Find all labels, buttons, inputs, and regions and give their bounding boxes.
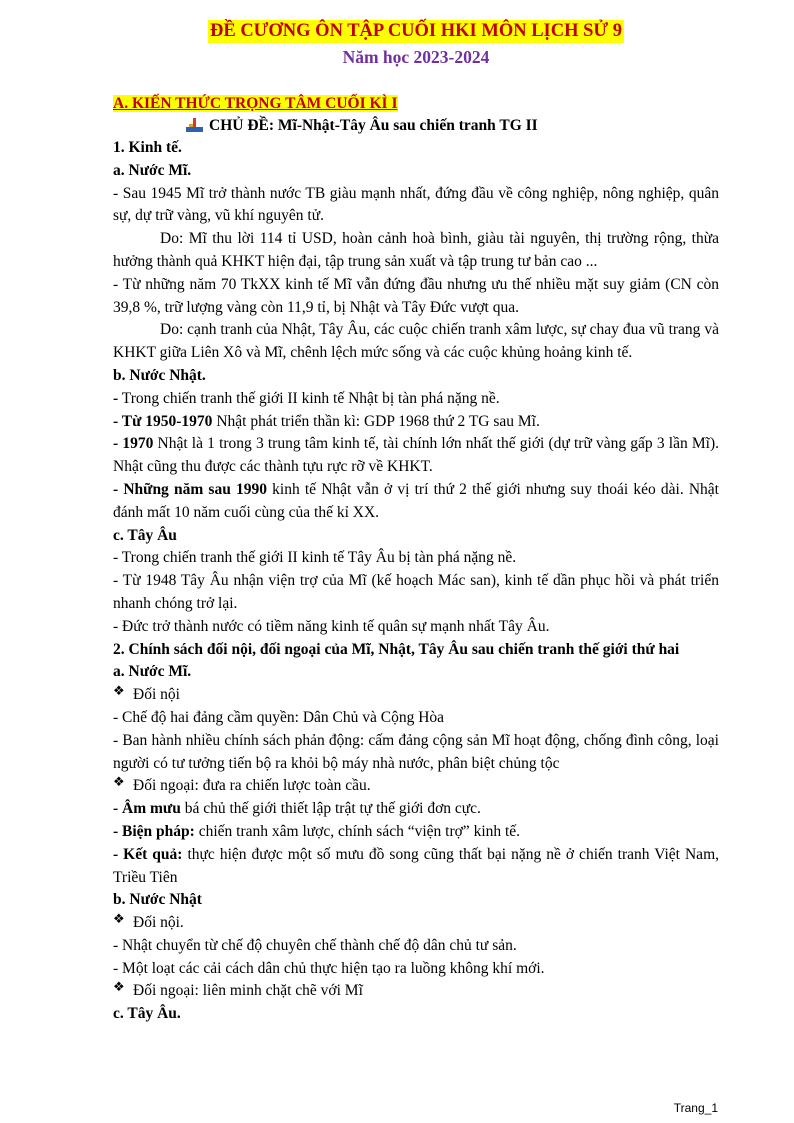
bullet-item [113, 980, 719, 1003]
heading-western-europe-policy: c. Tây Âu. [113, 1005, 181, 1023]
paragraph [113, 821, 719, 844]
school-year: Năm học 2023-2024 [342, 47, 490, 67]
section-a-text: A. KIẾN THỨC TRỌNG TÂM CUỐI KÌ I [113, 95, 398, 112]
heading-usa-policy: a. Nước Mĩ. [113, 663, 192, 681]
paragraph: Do: cạnh tranh của Nhật, Tây Âu, các cuộc chiến tranh xâm lược, sự chay đua vũ trang và KHKT giữa Liên Xô và Mĩ, chênh lệch mức sống và các cuộc khủng hoảng kinh tế. [113, 321, 719, 362]
bold-lead: - Từ 1950-1970 [113, 412, 213, 430]
paragraph [113, 411, 719, 434]
paragraph: Do: Mĩ thu lời 114 tỉ USD, hoàn cảnh hoà bình, giàu tài nguyên, thị trường rộng, thừa hưởng thành quả KHKT hiện đại, tập trung sản xuất và tập trung tư bản cao ... [113, 230, 719, 270]
page-number: Trang_1 [673, 1101, 718, 1115]
paragraph: - Đức trở thành nước có tiềm năng kinh tế quân sự mạnh nhất Tây Âu. [113, 617, 550, 635]
bold-lead: - Kết quả: [113, 845, 183, 863]
document-title: ĐỀ CƯƠNG ÔN TẬP CUỐI HKI MÔN LỊCH SỬ 9 [210, 21, 622, 41]
paragraph-text: Trong chiến tranh thế giới II kinh tế Nhật bị tàn phá nặng nề. [118, 389, 500, 407]
bullet-item [113, 684, 719, 707]
title-wrap [113, 20, 719, 43]
document-page [113, 20, 719, 1026]
heading-japan-policy: b. Nước Nhật [113, 891, 202, 909]
heading-western-europe: c. Tây Âu [113, 526, 177, 544]
paragraph: - Một loạt các cải cách dân chủ thực hiện tạo ra luồng không khí mới. [113, 959, 545, 977]
diamond-bullet-icon: ❖ [113, 684, 125, 700]
bullet-text: Đối ngoại: liên minh chặt chẽ với Mĩ [133, 982, 363, 1000]
bold-lead: - Biện pháp: [113, 822, 195, 840]
heading-policies: 2. Chính sách đối nội, đối ngoại của Mĩ, Nhật, Tây Âu sau chiến tranh thế giới thứ hai [113, 640, 680, 658]
bullet-item [113, 912, 719, 935]
diamond-bullet-icon: ❖ [113, 980, 125, 996]
heading-usa: a. Nước Mĩ. [113, 161, 192, 179]
bullet-text: Đối ngoại: đưa ra chiến lược toàn cầu. [133, 777, 371, 795]
paragraph-text: bá chủ thế giới thiết lập trật tự thế giới đơn cực. [180, 800, 481, 818]
paragraph [113, 479, 719, 525]
bold-lead: - 1970 [113, 435, 154, 453]
paragraph-text: Nhật là 1 trong 3 trung tâm kinh tế, tài chính lớn nhất thế giới (dự trữ vàng gấp 3 lần Mĩ). Nhật cũng thu được các thành tựu rực rỡ về KHKT. [113, 435, 719, 476]
diamond-bullet-icon: ❖ [113, 912, 125, 928]
paragraph: - Từ 1948 Tây Âu nhận viện trợ của Mĩ (kế hoạch Mác san), kinh tế dần phục hồi và phát triển nhanh chóng trở lại. [113, 572, 719, 612]
paragraph [113, 798, 719, 821]
bold-lead: - Những năm sau 1990 [113, 480, 267, 498]
bold-lead: - [113, 389, 119, 407]
bullet-item [113, 775, 719, 798]
bullet-text: Đối nội. [133, 914, 184, 932]
topic-text: CHỦ ĐỀ: Mĩ-Nhật-Tây Âu sau chiến tranh TG II [209, 117, 538, 134]
books-icon [186, 118, 203, 133]
paragraph: - Sau 1945 Mĩ trở thành nước TB giàu mạnh nhất, đứng đầu về công nghiệp, nông nghiệp, quân sự, dự trữ vàng, vũ khí nguyên tử. [113, 184, 719, 225]
paragraph-text: Nhật phát triển thần kì: GDP 1968 thứ 2 TG sau Mĩ. [212, 412, 540, 430]
paragraph-text: thực hiện được một số mưu đồ song cũng thất bại nặng nề ở chiến tranh Việt Nam, Triều Tiên [113, 845, 719, 886]
topic-line [186, 114, 719, 137]
paragraph-text: kinh tế Nhật vẫn ở vị trí thứ 2 thế giới nhưng suy thoái kéo dài. Nhật đánh mất 10 năm cuối cùng của thế kỉ XX. [113, 480, 719, 521]
heading-economy: 1. Kinh tế. [113, 139, 182, 156]
bullet-text: Đối nội [133, 686, 180, 704]
diamond-bullet-icon: ❖ [113, 775, 125, 791]
paragraph: - Chế độ hai đảng cầm quyền: Dân Chủ và Cộng Hòa [113, 708, 445, 726]
paragraph [113, 433, 719, 479]
paragraph-text: chiến tranh xâm lược, chính sách “viện trợ” kinh tế. [194, 822, 521, 840]
paragraph: - Trong chiến tranh thế giới II kinh tế Tây Âu bị tàn phá nặng nề. [113, 549, 517, 567]
bold-lead: - Âm mưu [113, 800, 181, 818]
paragraph: - Từ những năm 70 TkXX kinh tế Mĩ vẫn đứng đầu nhưng ưu thế nhiều mặt suy giảm (CN còn 39,8 %, trữ lượng vàng còn 11,9 tỉ, bị Nhật và Tây Đức vượt qua. [113, 275, 719, 316]
paragraph [113, 844, 719, 890]
paragraph [113, 388, 719, 411]
section-a-heading [113, 93, 719, 114]
heading-japan: b. Nước Nhật. [113, 366, 206, 384]
paragraph: - Nhật chuyển từ chế độ chuyên chế thành chế độ dân chủ tư sản. [113, 936, 517, 954]
paragraph: - Ban hành nhiều chính sách phản động: cấm đảng cộng sản Mĩ hoạt động, chống đình công, loại người có tư tưởng tiến bộ ra khỏi bộ máy nhà nước, phân biệt chủng tộc [113, 731, 719, 772]
